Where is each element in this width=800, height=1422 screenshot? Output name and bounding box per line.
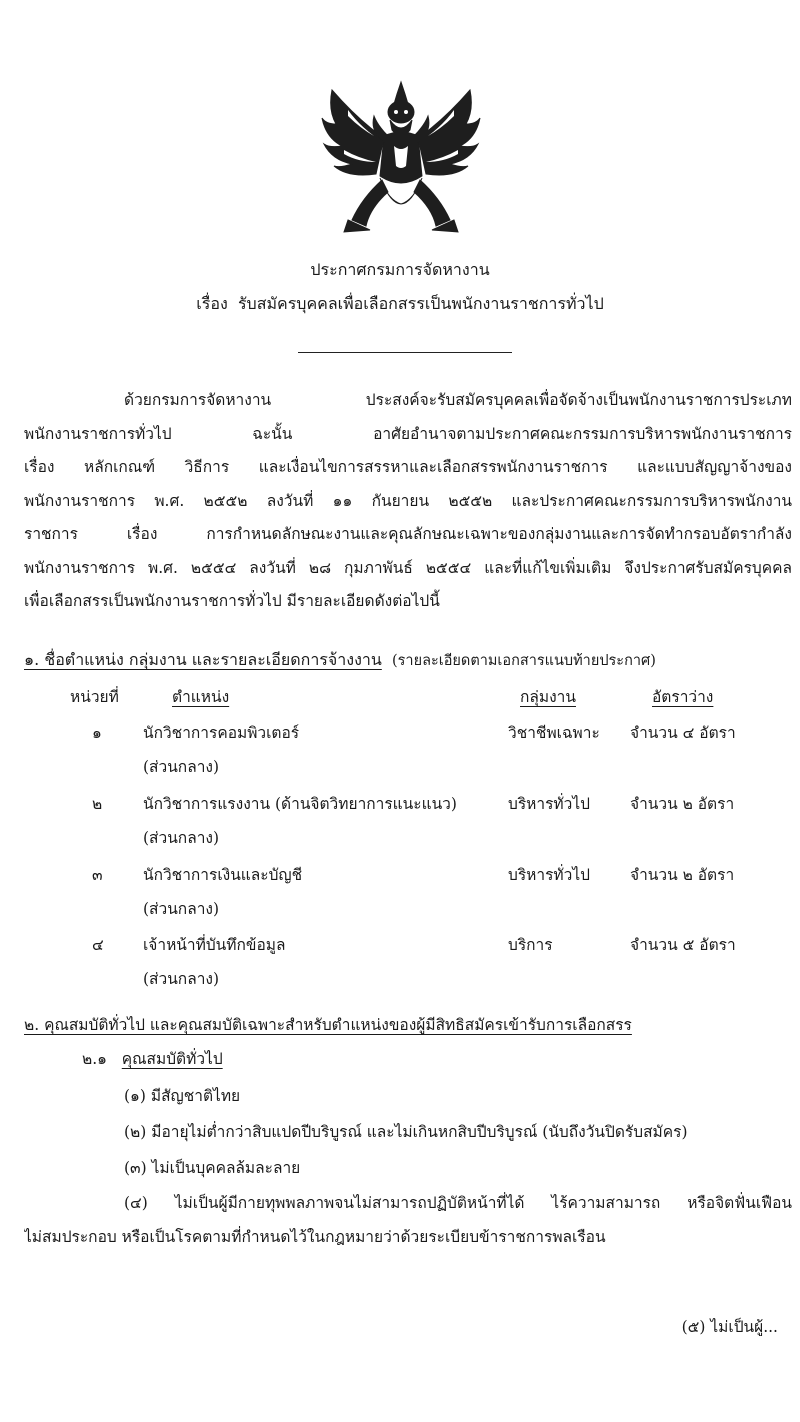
item4-line: (๔) ไม่เป็นผู้มีกายทุพพลภาพจนไม่สามารถปฏิบัติหน้าที่ได้ ไร้ความสามารถ หรือจิตฟั่นเฟือน [124, 1194, 792, 1212]
section2-heading: ๒. คุณสมบัติทั่วไป และคุณสมบัติเฉพาะสำหรับตำแหน่งของผู้มีสิทธิสมัครเข้ารับการเลือกสรร [24, 1016, 632, 1034]
title-divider [298, 352, 512, 353]
section1-heading-row [24, 648, 656, 673]
intro-line: เรื่อง หลักเกณฑ์ วิธีการ และเงื่อนไขการสรรหาและเลือกสรรพนักงานราชการ และแบบสัญญาจ้างของ [24, 458, 792, 476]
row-position: นักวิชาการคอมพิวเตอร์ [143, 724, 300, 742]
intro-paragraph [24, 384, 792, 619]
intro-line: ราชการ เรื่อง การกำหนดลักษณะงานและคุณลักษณะเฉพาะของกลุ่มงานและการจัดทำกรอบอัตรากำลัง [24, 525, 792, 543]
row-vacancy: จำนวน ๒ อัตรา [630, 866, 735, 884]
garuda-emblem-icon [318, 80, 484, 238]
row-position: เจ้าหน้าที่บันทึกข้อมูล [143, 936, 286, 954]
row-unit: ๑ [92, 724, 102, 742]
row-group: บริการ [508, 936, 553, 954]
row-dept: (ส่วนกลาง) [143, 900, 220, 918]
document-subject [0, 292, 800, 317]
column-unit: หน่วยที่ [70, 688, 119, 706]
column-group: กลุ่มงาน [520, 688, 576, 706]
document-title: ประกาศกรมการจัดหางาน [310, 260, 490, 279]
intro-line: เพื่อเลือกสรรเป็นพนักงานราชการทั่วไป มีรายละเอียดดังต่อไปนี้ [24, 592, 440, 610]
sub-number: ๒.๑ [82, 1050, 107, 1068]
subject-text: รับสมัครบุคคลเพื่อเลือกสรรเป็นพนักงานราชการทั่วไป [237, 294, 604, 313]
item4-line: ไม่สมประกอบ หรือเป็นโรคตามที่กำหนดไว้ในกฎหมายว่าด้วยระเบียบข้าราชการพลเรือน [24, 1228, 606, 1246]
row-position: นักวิชาการเงินและบัญชี [143, 866, 303, 884]
intro-line: ด้วยกรมการจัดหางาน ประสงค์จะรับสมัครบุคคลเพื่อจัดจ้างเป็นพนักงานราชการประเภท [124, 391, 792, 409]
row-group: วิชาชีพเฉพาะ [508, 724, 600, 742]
row-dept: (ส่วนกลาง) [143, 970, 220, 988]
sub-heading: คุณสมบัติทั่วไป [121, 1050, 223, 1068]
intro-line: พนักงานราชการ พ.ศ. ๒๕๕๒ ลงวันที่ ๑๑ กันยายน ๒๕๕๒ และประกาศคณะกรรมการบริหารพนักงาน [24, 491, 792, 510]
column-position: ตำแหน่ง [172, 688, 230, 706]
row-vacancy: จำนวน ๒ อัตรา [630, 795, 735, 813]
row-group: บริหารทั่วไป [508, 795, 590, 813]
row-vacancy: จำนวน ๕ อัตรา [630, 936, 736, 954]
row-unit: ๔ [92, 936, 104, 954]
qualification-item: (๑) มีสัญชาติไทย [124, 1087, 241, 1105]
intro-line: พนักงานราชการทั่วไป ฉะนั้น อาศัยอำนาจตามประกาศคณะกรรมการบริหารพนักงานราชการ [24, 424, 792, 443]
qualification-item: (๒) มีอายุไม่ต่ำกว่าสิบแปดปีบริบูรณ์ และไม่เกินหกสิบปีบริบูรณ์ (นับถึงวันปิดรับสมัคร) [124, 1123, 688, 1141]
row-unit: ๓ [92, 866, 103, 884]
section1-heading: ๑. ชื่อตำแหน่ง กลุ่มงาน และรายละเอียดการจ้างงาน [24, 650, 382, 669]
continued-marker: (๕) ไม่เป็นผู้... [681, 1318, 778, 1336]
row-dept: (ส่วนกลาง) [143, 829, 220, 847]
row-vacancy: จำนวน ๔ อัตรา [630, 724, 736, 742]
section1-note: (รายละเอียดตามเอกสารแนบท้ายประกาศ) [391, 653, 656, 669]
row-dept: (ส่วนกลาง) [143, 758, 220, 776]
row-unit: ๒ [92, 795, 103, 813]
section2-sub-row [82, 1046, 223, 1071]
qualification-item-4 [24, 1186, 792, 1254]
intro-line: พนักงานราชการ พ.ศ. ๒๕๕๔ ลงวันที่ ๒๘ กุมภาพันธ์ ๒๕๕๔ และที่แก้ไขเพิ่มเติม จึงประกาศรับสมัครบุคคล [24, 558, 792, 577]
column-vacancy: อัตราว่าง [652, 688, 714, 706]
subject-label: เรื่อง [196, 294, 228, 313]
row-group: บริหารทั่วไป [508, 866, 590, 884]
qualification-item: (๓) ไม่เป็นบุคคลล้มละลาย [124, 1159, 301, 1177]
row-position: นักวิชาการแรงงาน (ด้านจิตวิทยาการแนะแนว) [143, 795, 457, 813]
